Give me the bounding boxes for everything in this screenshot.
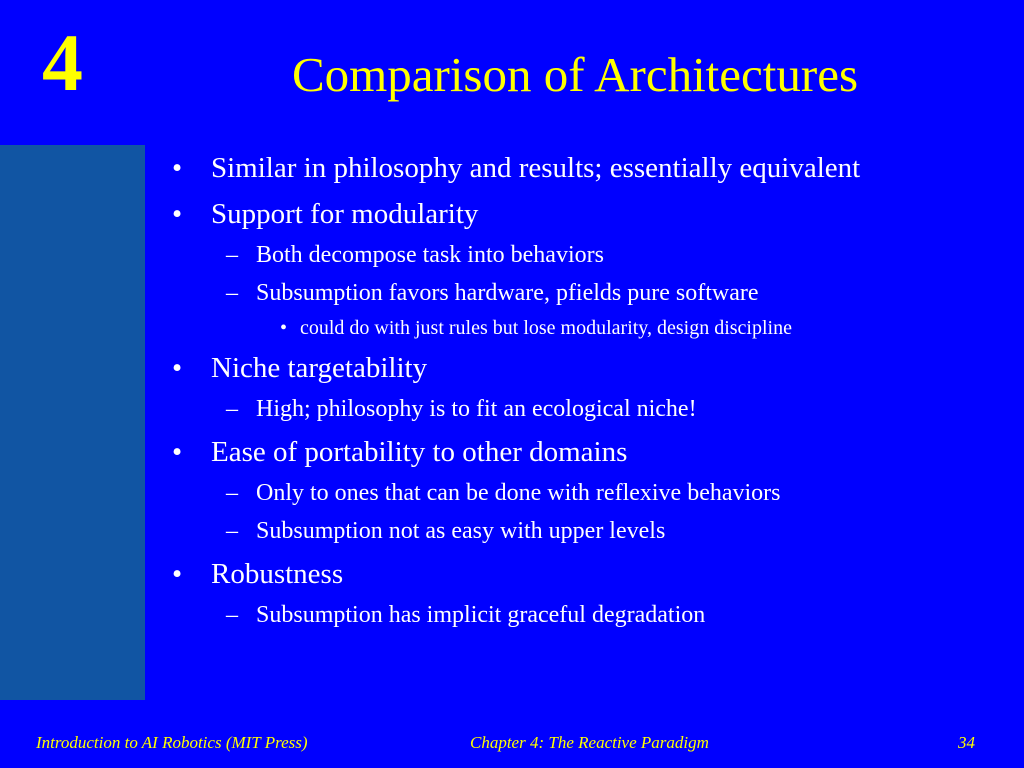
- sub-bullet-item: [170, 478, 1010, 508]
- bullet-marker: •: [172, 352, 183, 384]
- bullet-text: Niche targetability: [211, 352, 428, 384]
- dash-marker: –: [226, 602, 238, 628]
- bullet-text: Support for modularity: [211, 198, 479, 230]
- sub-bullet-text: High; philosophy is to fit an ecological niche!: [256, 396, 697, 422]
- dash-marker: –: [226, 518, 238, 544]
- sub-bullet-item: [170, 516, 1010, 546]
- bullet-item: [170, 434, 1010, 470]
- sub-sub-bullet-item: [170, 316, 1010, 340]
- bullet-marker: •: [172, 198, 183, 230]
- sub-bullet-item: [170, 278, 1010, 308]
- bullet-marker: •: [172, 436, 183, 468]
- sub-bullet-text: Only to ones that can be done with reflexive behaviors: [256, 480, 781, 506]
- sub-bullet-item: [170, 394, 1010, 424]
- bullet-item: [170, 350, 1010, 386]
- dash-marker: –: [226, 480, 238, 506]
- footer-book-title: Introduction to AI Robotics (MIT Press): [36, 733, 308, 752]
- bullet-marker: •: [172, 152, 183, 184]
- slide-title: Comparison of Architectures: [291, 47, 859, 102]
- sub-bullet-text: Subsumption not as easy with upper levels: [256, 518, 666, 544]
- sub-bullet-text: Subsumption favors hardware, pfields pure software: [256, 280, 759, 306]
- sub-bullet-text: Subsumption has implicit graceful degradation: [256, 602, 706, 628]
- bullet-marker: •: [280, 317, 288, 339]
- sub-bullet-text: Both decompose task into behaviors: [256, 242, 604, 268]
- footer-page-number: 34: [958, 733, 975, 752]
- bullet-item: [170, 196, 1010, 232]
- chapter-number: 4: [42, 17, 83, 108]
- bullet-text: Robustness: [211, 558, 344, 590]
- bullet-list: [170, 150, 1010, 630]
- footer-chapter: Chapter 4: The Reactive Paradigm: [470, 733, 709, 752]
- dash-marker: –: [226, 242, 238, 268]
- sub-bullet-item: [170, 600, 1010, 630]
- bullet-text: Similar in philosophy and results; essentially equivalent: [211, 152, 861, 184]
- side-panel: [0, 145, 145, 700]
- dash-marker: –: [226, 396, 238, 422]
- bullet-item: [170, 150, 1010, 186]
- sub-sub-bullet-text: could do with just rules but lose modularity, design discipline: [300, 317, 792, 339]
- bullet-marker: •: [172, 558, 183, 590]
- bullet-text: Ease of portability to other domains: [211, 436, 628, 468]
- sub-bullet-item: [170, 240, 1010, 270]
- dash-marker: –: [226, 280, 238, 306]
- bullet-item: [170, 556, 1010, 592]
